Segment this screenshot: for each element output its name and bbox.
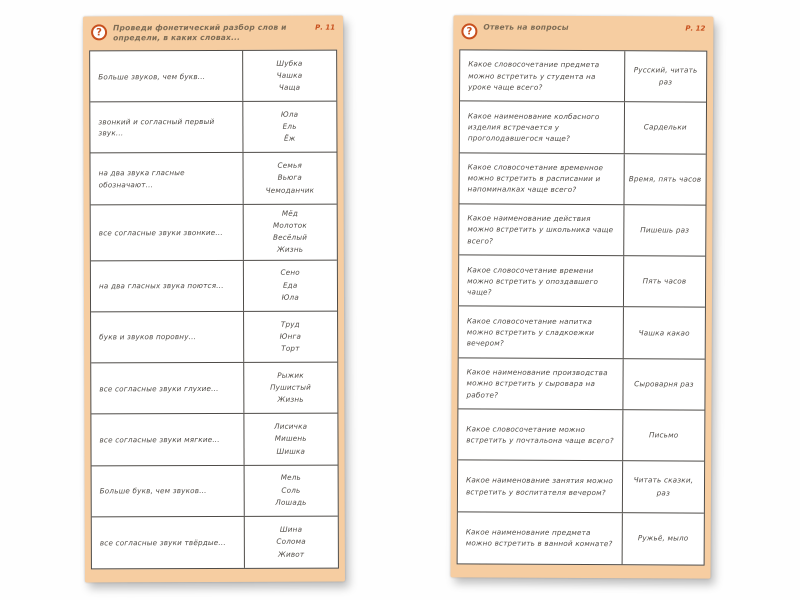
question-cell: Какое наименование предмета можно встретить в ванной комнате? [458,512,623,564]
table-row [90,102,336,154]
question-cell: букв и звуков поровну... [91,312,244,363]
question-cell: Больше букв, чем звуков... [92,465,245,516]
question-cell: Какое наименование колбасного изделия встречается у проголодавшегося чаще? [460,102,625,153]
worksheet-title: Ответь на вопросы [483,22,569,32]
table-row [459,204,705,257]
question-cell: Какое словосочетание временное можно встретить в расписании и напоминалках чаще всего? [459,153,624,204]
table-row [458,512,704,565]
question-cell: все согласные звуки глухие... [91,363,244,414]
worksheet-table [457,49,708,565]
answer-cell: Ружьё, мыло [637,533,689,543]
table-row [91,260,337,312]
question-cell: Какое наименование производства можно встретить у сыровара на работе? [458,358,623,409]
table-row [459,256,705,309]
table-row [91,363,337,415]
answer-cell: Время, пять часов [628,173,702,184]
question-icon: ? [91,24,107,40]
table-row [458,358,704,411]
page-number: Р. 11 [315,23,336,32]
question-cell: Какое словосочетание напитка можно встретить у сладкоежки вечером? [459,307,624,358]
table-row [459,153,705,206]
worksheet-header [459,19,707,50]
answer-cell: Чашка какао [638,327,690,338]
table-row [459,307,705,360]
worksheet-table [89,50,339,570]
answer-cell: Письмо [649,430,679,440]
question-cell: на два звука гласные обозначают... [90,153,243,204]
question-cell: на два гласных звука поются... [91,261,244,312]
question-cell: Какое наименование занятия можно встретить у воспитателя вечером? [458,461,623,512]
question-cell: все согласные звуки мягкие... [91,414,244,465]
question-cell: Какое словосочетание можно встретить у почтальона чаще всего? [458,409,623,460]
answer-cell: Труд Юнга Торт [279,319,302,353]
answer-cell: Юла Ель Ёж [280,109,299,144]
worksheet-card-left [83,16,345,583]
table-row [460,50,706,103]
table-row [92,516,338,568]
worksheet-card-right [451,15,714,578]
table-row [458,409,704,462]
answer-cell: Семья Вьюга Чемоданчик [265,160,315,195]
question-cell: Больше звуков, чем букв... [90,51,243,102]
question-cell: все согласные звуки твёрдые... [92,517,245,569]
worksheet-header [89,20,337,51]
question-cell: звонкий и согласный первый звук... [90,102,243,153]
question-cell: Какое наименование действия можно встретить у школьника чаще всего? [459,204,624,255]
answer-cell: Рыжик Пушистый Жизнь [270,370,312,405]
answer-cell: Мель Соль Лошадь [275,472,307,507]
answer-cell: Пишешь раз [640,225,690,235]
worksheet-title: Проведи фонетический разбор слов и определи, в каких словах... [113,22,287,43]
table-row [91,414,337,466]
table-row [90,51,336,103]
answer-cell: Сено Еда Юла [280,268,300,302]
answer-cell: Шубка Чашка Чаща [276,58,303,92]
table-row [92,465,338,517]
question-cell: все согласные звуки звонкие... [91,205,244,260]
table-row [90,153,336,205]
page-number: Р. 12 [685,24,706,33]
question-cell: Какое словосочетание времени можно встретить у опоздавшего чаще? [459,256,624,307]
question-cell: Какое словосочетание предмета можно встретить у студента на уроке чаще всего? [460,50,625,101]
answer-cell: Сардельки [643,122,687,132]
table-row [91,204,337,261]
answer-cell: Русский, читать раз [633,65,698,87]
answer-cell: Сыроварня раз [634,379,694,389]
table-row [460,102,706,155]
answer-cell: Лисичка Мишень Шишка [274,421,308,456]
table-row [91,311,337,363]
table-row [458,461,704,514]
answer-cell: Читать сказки, раз [633,475,694,497]
answer-cell: Шина Солома Живот [276,524,306,559]
answer-cell: Мёд Молоток Весёлый Жизнь [272,208,308,255]
answer-cell: Пять часов [642,276,687,286]
question-icon: ? [461,23,477,39]
